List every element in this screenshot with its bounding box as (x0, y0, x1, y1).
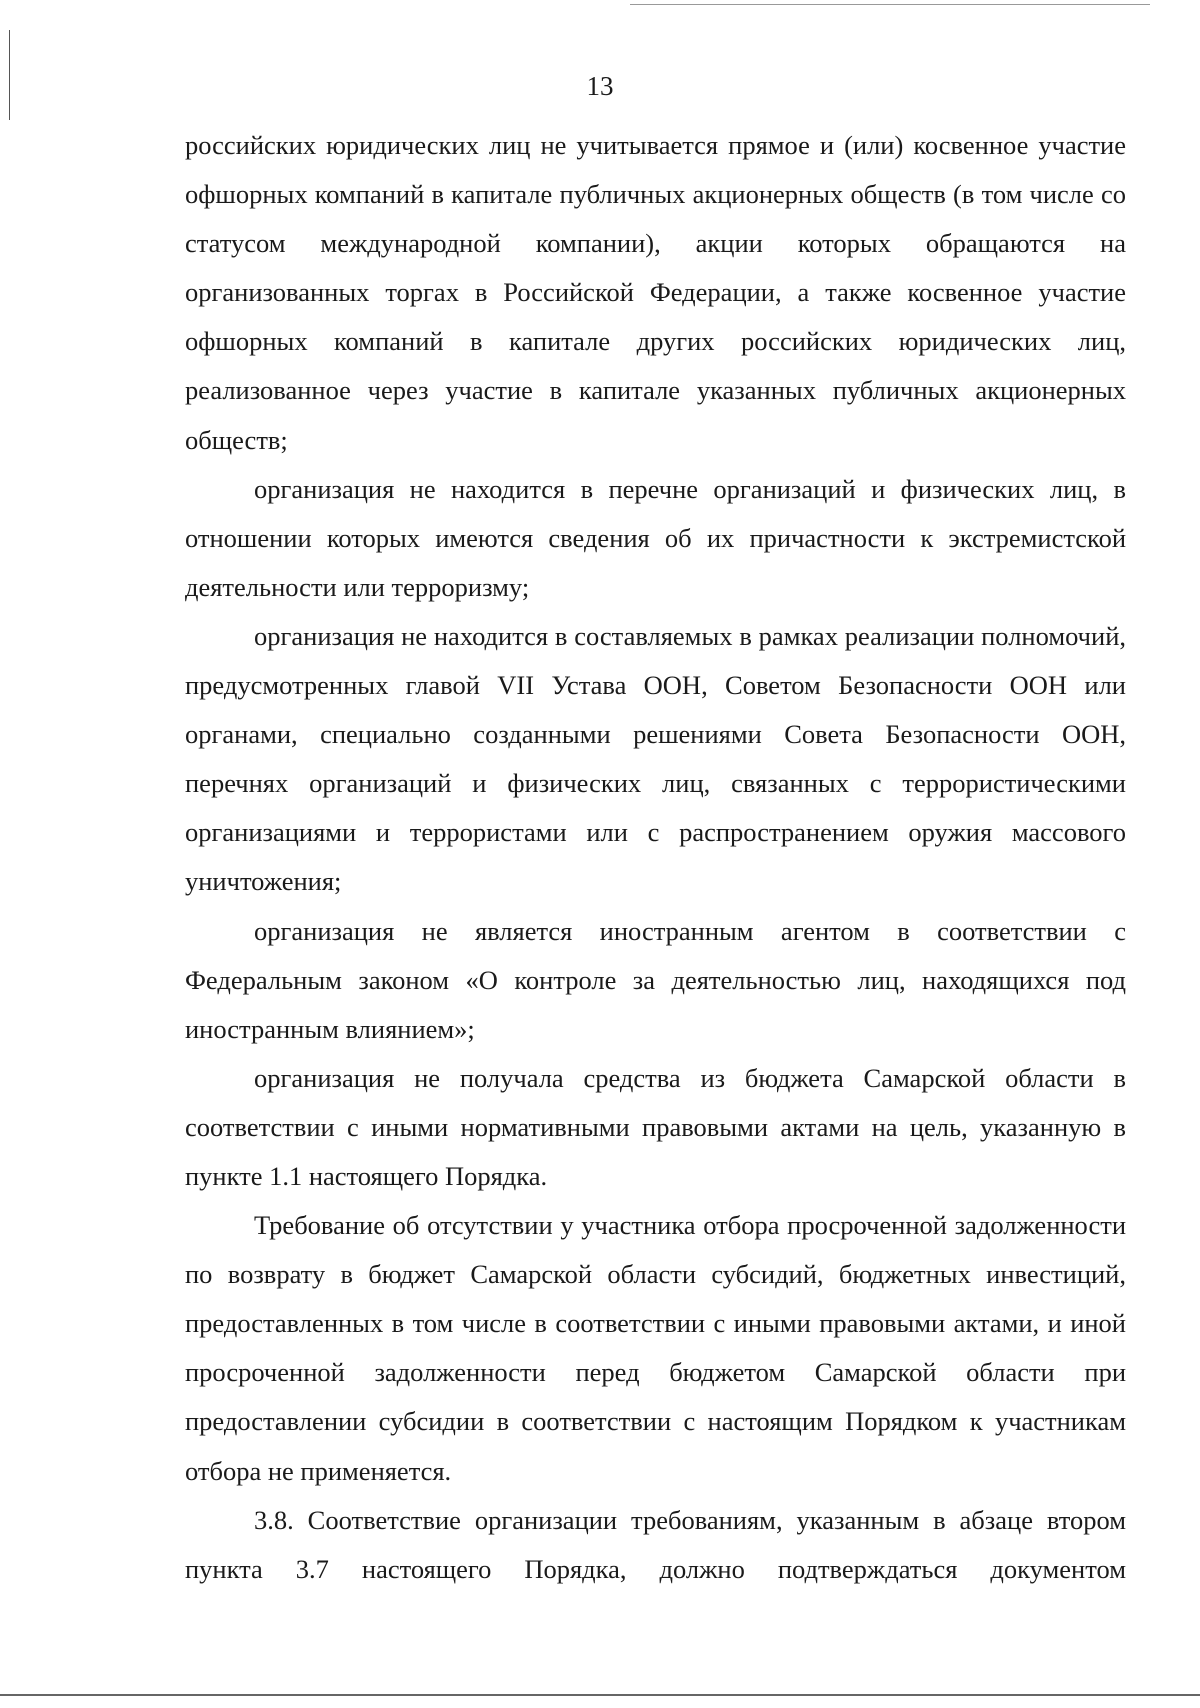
paragraph-budget-funds: организация не получала средства из бюджета Самарской области в соответствии с иными нормативными правовыми актами на цель, указанную в пункте 1.1 настоящего Порядка. (185, 1062, 1126, 1191)
page-number: 13 (586, 71, 614, 101)
paragraph-overdue-debt-requirement: Требование об отсутствии у участника отбора просроченной задолженности по возврату в бюджет Самарской области субсидий, бюджетных инвестиций, предоставленных в том числе в соответствии с иными правовыми актами, и иной просроченной задолженности перед бюджетом Самарской области при предоставлении субсидии в соответствии с настоящим Порядком к участникам отбора не применяется. (185, 1210, 1126, 1486)
paragraph-foreign-agent: организация не является иностранным агентом в соответствии с Федеральным законом «О контроле за деятельностью лиц, находящихся под иностранным влиянием»; (185, 915, 1126, 1044)
scan-edge-top (630, 4, 1150, 5)
document-body (185, 121, 1126, 1594)
paragraph-extremism-list: организация не находится в перечне организаций и физических лиц, в отношении которых имеются сведения об их причастности к экстремистской деятельности или терроризму; (185, 473, 1126, 602)
paragraph-offshore-participation: российских юридических лиц не учитывается прямое и (или) косвенное участие офшорных компаний в капитале публичных акционерных обществ (в том числе со статусом международной компании), акции которых обращаются на организованных торгах в Российской Федерации, а также косвенное участие офшорных компаний в капитале других российских юридических лиц, реализованное через участие в капитале указанных публичных акционерных обществ; (185, 130, 1126, 455)
paragraph-un-security-council-list: организация не находится в составляемых в рамках реализации полномочий, предусмотренных главой VII Устава ООН, Советом Безопасности ООН или органами, специально созданными решениями Совета Безопасности ООН, перечнях организаций и физических лиц, связанных с террористическими организациями и террористами или с распространением оружия массового уничтожения; (185, 620, 1126, 897)
paragraph-section-3-8: 3.8. Соответствие организации требованиям, указанным в абзаце втором пункта 3.7 настоящего Порядка, должно подтверждаться документом (185, 1504, 1126, 1584)
scan-edge-bottom (0, 1694, 1200, 1696)
